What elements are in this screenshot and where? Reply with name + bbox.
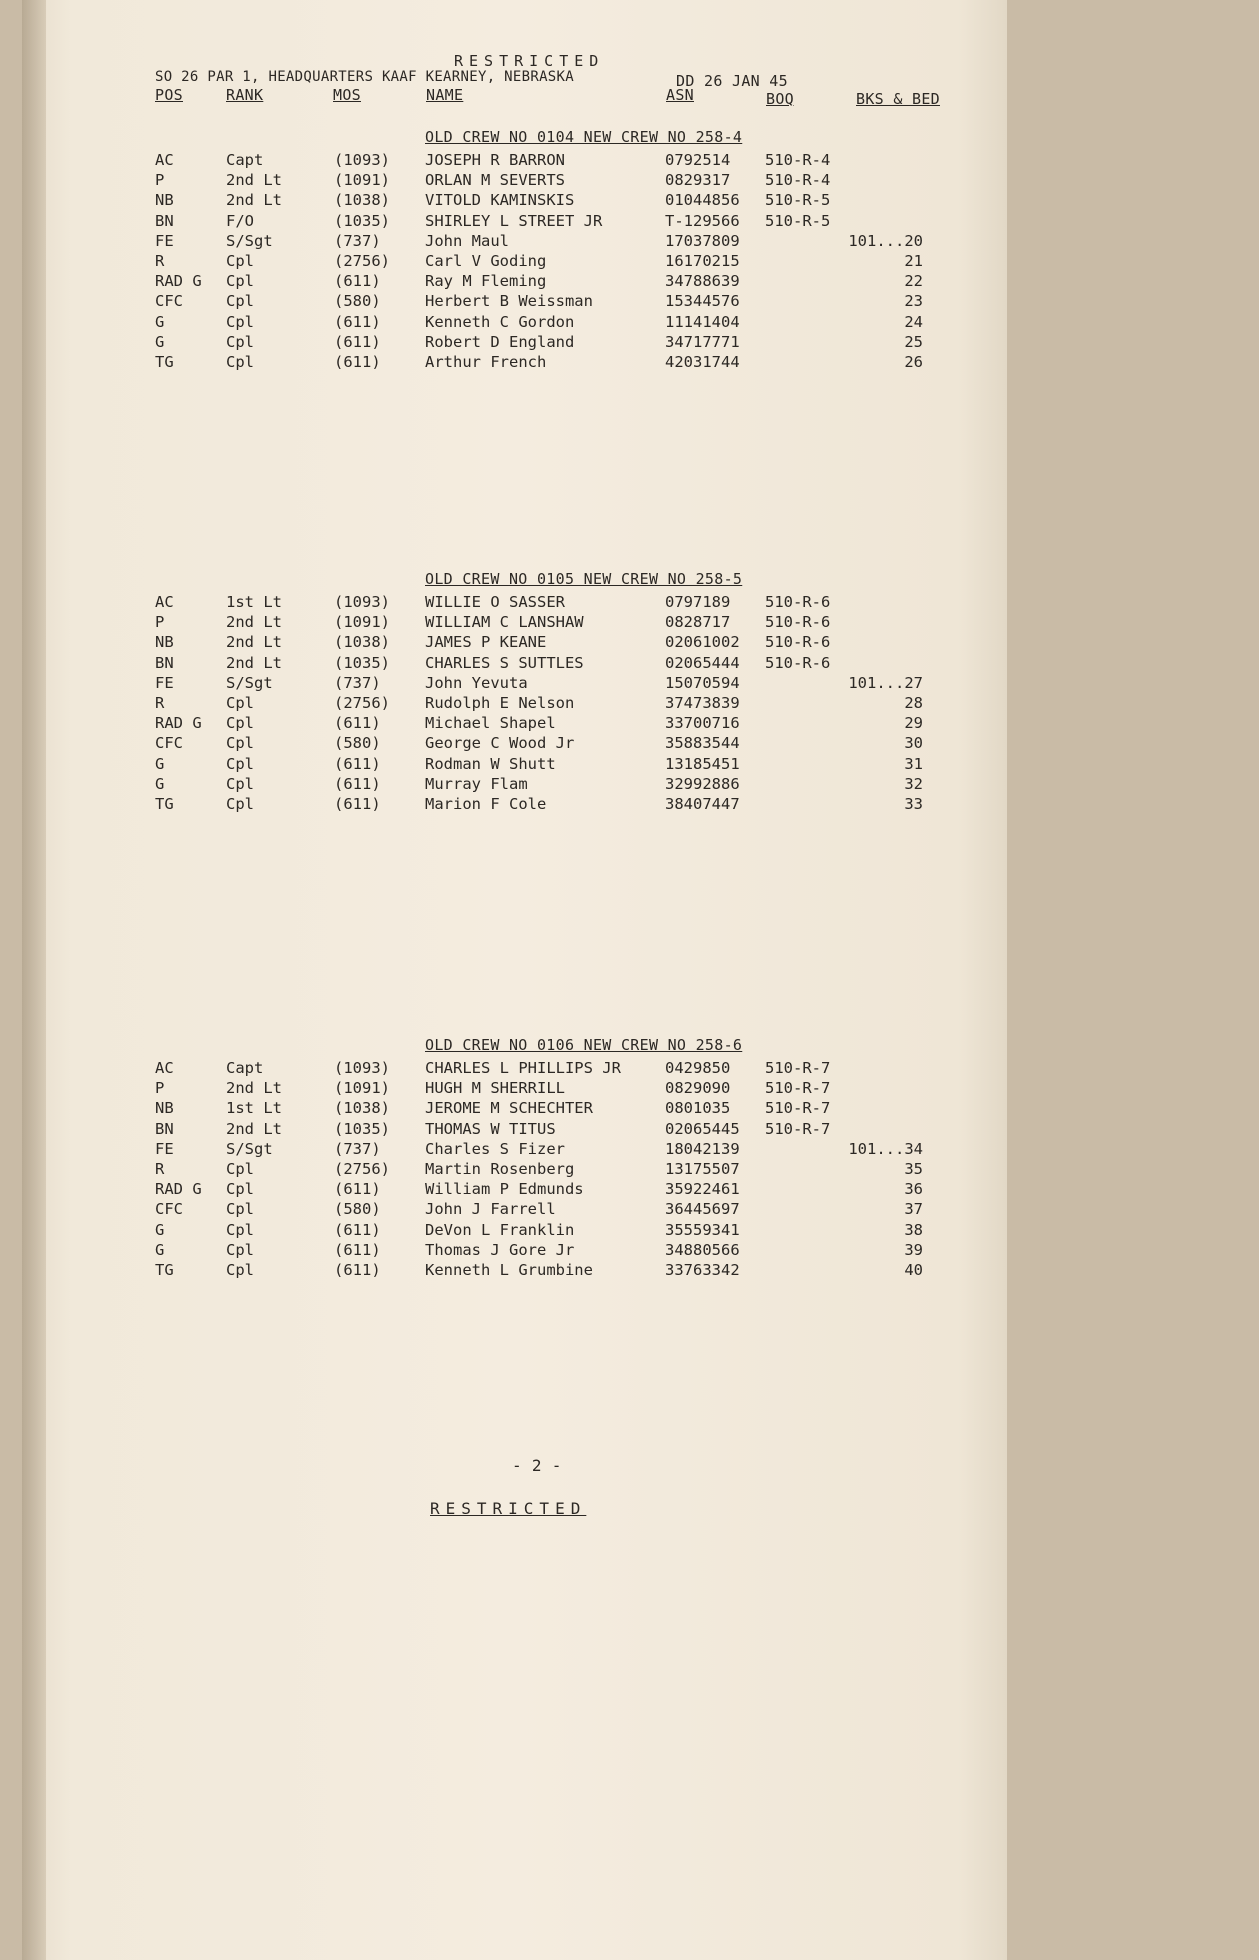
cell-name: THOMAS W TITUS bbox=[425, 1119, 556, 1138]
cell-asn: 34717771 bbox=[665, 332, 740, 351]
cell-mos: (611) bbox=[334, 795, 381, 813]
cell-rank: 2nd Lt bbox=[226, 653, 282, 672]
cell-bed: 30 bbox=[904, 734, 923, 753]
cell-mos: (611) bbox=[334, 754, 381, 773]
cell-rank: Cpl bbox=[226, 272, 254, 291]
cell-name: Carl V Goding bbox=[425, 252, 547, 270]
cell-rank: 1st Lt bbox=[226, 593, 282, 611]
cell-asn: 33763342 bbox=[665, 1261, 740, 1279]
cell-mos: (1091) bbox=[334, 1079, 390, 1098]
cell-name: JEROME M SCHECHTER bbox=[425, 1099, 593, 1118]
cell-pos: FE bbox=[155, 1139, 174, 1158]
crew-heading: OLD CREW NO 0104 NEW CREW NO 258-4 bbox=[425, 128, 743, 146]
cell-rank: F/O bbox=[226, 211, 254, 230]
cell-name: HUGH M SHERRILL bbox=[425, 1079, 565, 1098]
cell-rank: Cpl bbox=[226, 292, 254, 311]
cell-name: CHARLES S SUTTLES bbox=[425, 653, 584, 672]
cell-name: Martin Rosenberg bbox=[425, 1160, 575, 1178]
cell-name: CHARLES L PHILLIPS JR bbox=[425, 1059, 621, 1077]
cell-boq: 510-R-4 bbox=[765, 151, 831, 169]
cell-mos: (580) bbox=[334, 1200, 381, 1219]
cell-mos: (580) bbox=[334, 292, 381, 311]
cell-name: Kenneth C Gordon bbox=[425, 312, 575, 331]
cell-rank: 2nd Lt bbox=[226, 191, 282, 210]
cell-asn: 01044856 bbox=[665, 191, 740, 210]
cell-mos: (580) bbox=[334, 734, 381, 753]
cell-asn: 13185451 bbox=[665, 754, 740, 773]
cell-mos: (611) bbox=[334, 332, 381, 351]
cell-bed: 37 bbox=[904, 1200, 923, 1219]
cell-mos: (611) bbox=[334, 714, 381, 733]
cell-bed: 26 bbox=[904, 353, 923, 371]
cell-mos: (1093) bbox=[334, 1059, 390, 1077]
cell-rank: Cpl bbox=[226, 734, 254, 753]
cell-mos: (611) bbox=[334, 1220, 381, 1239]
cell-asn: 36445697 bbox=[665, 1200, 740, 1219]
cell-boq: 510-R-6 bbox=[765, 613, 831, 632]
cell-mos: (1091) bbox=[334, 613, 390, 632]
cell-rank: Cpl bbox=[226, 1220, 254, 1239]
cell-asn: 02065444 bbox=[665, 653, 740, 672]
order-date: DD 26 JAN 45 bbox=[676, 72, 788, 90]
cell-asn: 18042139 bbox=[665, 1139, 740, 1158]
cell-mos: (611) bbox=[334, 1261, 381, 1279]
column-header-boq: BOQ bbox=[766, 90, 794, 108]
cell-pos: P bbox=[155, 613, 165, 632]
cell-pos: BN bbox=[155, 653, 174, 672]
cell-pos: P bbox=[155, 1079, 165, 1098]
cell-boq: 510-R-4 bbox=[765, 171, 831, 190]
cell-bed: 21 bbox=[904, 252, 923, 270]
cell-boq: 510-R-5 bbox=[765, 211, 831, 230]
cell-mos: (737) bbox=[334, 673, 381, 692]
cell-boq: 510-R-6 bbox=[765, 653, 831, 672]
cell-pos: NB bbox=[155, 191, 174, 210]
cell-bed: 39 bbox=[904, 1240, 923, 1259]
cell-name: DeVon L Franklin bbox=[425, 1220, 575, 1239]
cell-bed: 40 bbox=[904, 1261, 923, 1279]
cell-mos: (1038) bbox=[334, 1099, 390, 1118]
cell-pos: BN bbox=[155, 1119, 174, 1138]
cell-asn: 0829090 bbox=[665, 1079, 731, 1098]
cell-rank: 2nd Lt bbox=[226, 633, 282, 652]
cell-asn: 15344576 bbox=[665, 292, 740, 311]
cell-name: Kenneth L Grumbine bbox=[425, 1261, 593, 1279]
cell-name: Marion F Cole bbox=[425, 795, 547, 813]
cell-bed: 31 bbox=[904, 754, 923, 773]
cell-name: WILLIAM C LANSHAW bbox=[425, 613, 584, 632]
cell-pos: RAD G bbox=[155, 272, 202, 291]
cell-bed: 28 bbox=[904, 694, 923, 712]
cell-asn: 42031744 bbox=[665, 353, 740, 371]
column-header-name: NAME bbox=[426, 86, 464, 104]
cell-name: JOSEPH R BARRON bbox=[425, 151, 565, 169]
cell-mos: (737) bbox=[334, 1139, 381, 1158]
cell-rank: Cpl bbox=[226, 714, 254, 733]
cell-bed: 101...34 bbox=[848, 1139, 923, 1158]
cell-pos: G bbox=[155, 332, 165, 351]
cell-name: Charles S Fizer bbox=[425, 1139, 565, 1158]
cell-bed: 101...20 bbox=[848, 231, 923, 250]
cell-rank: Cpl bbox=[226, 1240, 254, 1259]
cell-rank: 1st Lt bbox=[226, 1099, 282, 1118]
cell-name: Rudolph E Nelson bbox=[425, 694, 575, 712]
cell-rank: Cpl bbox=[226, 353, 254, 371]
cell-rank: Cpl bbox=[226, 252, 254, 270]
cell-pos: RAD G bbox=[155, 1180, 202, 1199]
cell-mos: (737) bbox=[334, 231, 381, 250]
crew-heading: OLD CREW NO 0106 NEW CREW NO 258-6 bbox=[425, 1036, 743, 1054]
cell-pos: BN bbox=[155, 211, 174, 230]
cell-name: John J Farrell bbox=[425, 1200, 556, 1219]
cell-bed: 23 bbox=[904, 292, 923, 311]
cell-asn: 37473839 bbox=[665, 694, 740, 712]
cell-pos: TG bbox=[155, 1261, 174, 1279]
cell-pos: RAD G bbox=[155, 714, 202, 733]
cell-mos: (1035) bbox=[334, 211, 390, 230]
cell-rank: 2nd Lt bbox=[226, 1079, 282, 1098]
cell-asn: 0797189 bbox=[665, 593, 731, 611]
cell-name: John Maul bbox=[425, 231, 509, 250]
cell-asn: 0829317 bbox=[665, 171, 731, 190]
cell-asn: 02065445 bbox=[665, 1119, 740, 1138]
cell-asn: 38407447 bbox=[665, 795, 740, 813]
cell-mos: (611) bbox=[334, 312, 381, 331]
cell-asn: 16170215 bbox=[665, 252, 740, 270]
cell-boq: 510-R-6 bbox=[765, 633, 831, 652]
cell-pos: R bbox=[155, 694, 165, 712]
cell-bed: 25 bbox=[904, 332, 923, 351]
cell-mos: (611) bbox=[334, 1240, 381, 1259]
cell-pos: FE bbox=[155, 673, 174, 692]
cell-pos: AC bbox=[155, 151, 174, 169]
cell-pos: FE bbox=[155, 231, 174, 250]
cell-pos: G bbox=[155, 774, 165, 793]
cell-asn: 15070594 bbox=[665, 673, 740, 692]
cell-rank: Cpl bbox=[226, 754, 254, 773]
column-header-rank: RANK bbox=[226, 86, 264, 104]
cell-mos: (1093) bbox=[334, 151, 390, 169]
cell-mos: (611) bbox=[334, 774, 381, 793]
cell-name: ORLAN M SEVERTS bbox=[425, 171, 565, 190]
cell-rank: Cpl bbox=[226, 774, 254, 793]
cell-asn: 34788639 bbox=[665, 272, 740, 291]
cell-rank: S/Sgt bbox=[226, 231, 273, 250]
cell-mos: (1038) bbox=[334, 191, 390, 210]
cell-asn: T-129566 bbox=[665, 211, 740, 230]
cell-rank: Cpl bbox=[226, 1160, 254, 1178]
cell-boq: 510-R-6 bbox=[765, 593, 831, 611]
cell-boq: 510-R-7 bbox=[765, 1119, 831, 1138]
cell-rank: 2nd Lt bbox=[226, 1119, 282, 1138]
cell-name: VITOLD KAMINSKIS bbox=[425, 191, 575, 210]
restricted-marking-top: RESTRICTED bbox=[454, 52, 605, 70]
cell-pos: G bbox=[155, 1220, 165, 1239]
cell-pos: G bbox=[155, 754, 165, 773]
cell-asn: 17037809 bbox=[665, 231, 740, 250]
cell-asn: 33700716 bbox=[665, 714, 740, 733]
cell-bed: 33 bbox=[904, 795, 923, 813]
cell-mos: (611) bbox=[334, 272, 381, 291]
cell-pos: P bbox=[155, 171, 165, 190]
restricted-marking-bottom: RESTRICTED bbox=[430, 1499, 587, 1518]
cell-asn: 32992886 bbox=[665, 774, 740, 793]
cell-mos: (2756) bbox=[334, 694, 390, 712]
cell-mos: (1091) bbox=[334, 171, 390, 190]
cell-rank: 2nd Lt bbox=[226, 613, 282, 632]
cell-rank: Cpl bbox=[226, 795, 254, 813]
cell-boq: 510-R-7 bbox=[765, 1059, 831, 1077]
cell-boq: 510-R-5 bbox=[765, 191, 831, 210]
cell-rank: Capt bbox=[226, 1059, 264, 1077]
cell-boq: 510-R-7 bbox=[765, 1079, 831, 1098]
cell-name: Robert D England bbox=[425, 332, 575, 351]
cell-pos: NB bbox=[155, 633, 174, 652]
cell-pos: TG bbox=[155, 353, 174, 371]
crew-heading: OLD CREW NO 0105 NEW CREW NO 258-5 bbox=[425, 570, 743, 588]
cell-name: William P Edmunds bbox=[425, 1180, 584, 1199]
cell-bed: 36 bbox=[904, 1180, 923, 1199]
cell-mos: (1093) bbox=[334, 593, 390, 611]
cell-pos: R bbox=[155, 1160, 165, 1178]
column-header-pos: POS bbox=[155, 86, 183, 104]
cell-rank: Cpl bbox=[226, 332, 254, 351]
cell-asn: 0801035 bbox=[665, 1099, 731, 1118]
cell-rank: S/Sgt bbox=[226, 673, 273, 692]
cell-asn: 35883544 bbox=[665, 734, 740, 753]
cell-asn: 11141404 bbox=[665, 312, 740, 331]
cell-pos: AC bbox=[155, 593, 174, 611]
cell-bed: 24 bbox=[904, 312, 923, 331]
cell-rank: Cpl bbox=[226, 312, 254, 331]
cell-mos: (1038) bbox=[334, 633, 390, 652]
cell-mos: (611) bbox=[334, 353, 381, 371]
cell-bed: 22 bbox=[904, 272, 923, 291]
cell-boq: 510-R-7 bbox=[765, 1099, 831, 1118]
cell-rank: Cpl bbox=[226, 1180, 254, 1199]
cell-name: Herbert B Weissman bbox=[425, 292, 593, 311]
cell-pos: AC bbox=[155, 1059, 174, 1077]
cell-pos: NB bbox=[155, 1099, 174, 1118]
cell-asn: 0429850 bbox=[665, 1059, 731, 1077]
cell-asn: 02061002 bbox=[665, 633, 740, 652]
cell-bed: 38 bbox=[904, 1220, 923, 1239]
cell-mos: (1035) bbox=[334, 1119, 390, 1138]
cell-bed: 29 bbox=[904, 714, 923, 733]
cell-name: WILLIE O SASSER bbox=[425, 593, 565, 611]
cell-rank: Capt bbox=[226, 151, 264, 169]
column-header-mos: MOS bbox=[333, 86, 361, 104]
cell-asn: 35559341 bbox=[665, 1220, 740, 1239]
cell-asn: 13175507 bbox=[665, 1160, 740, 1178]
cell-asn: 0792514 bbox=[665, 151, 731, 169]
cell-name: Ray M Fleming bbox=[425, 272, 547, 291]
cell-mos: (611) bbox=[334, 1180, 381, 1199]
cell-pos: R bbox=[155, 252, 165, 270]
cell-name: JAMES P KEANE bbox=[425, 633, 547, 652]
cell-asn: 35922461 bbox=[665, 1180, 740, 1199]
cell-name: Rodman W Shutt bbox=[425, 754, 556, 773]
cell-rank: Cpl bbox=[226, 694, 254, 712]
cell-name: Thomas J Gore Jr bbox=[425, 1240, 575, 1259]
cell-name: George C Wood Jr bbox=[425, 734, 575, 753]
page-binding-edge bbox=[22, 0, 46, 1960]
page-number: - 2 - bbox=[512, 1456, 562, 1475]
column-header-bks-bed: BKS & BED bbox=[856, 90, 940, 108]
cell-pos: CFC bbox=[155, 1200, 183, 1219]
cell-name: Arthur French bbox=[425, 353, 547, 371]
cell-rank: Cpl bbox=[226, 1261, 254, 1279]
cell-mos: (2756) bbox=[334, 1160, 390, 1178]
special-order-line: SO 26 PAR 1, HEADQUARTERS KAAF KEARNEY, NEBRASKA bbox=[155, 69, 574, 85]
cell-pos: CFC bbox=[155, 292, 183, 311]
cell-bed: 32 bbox=[904, 774, 923, 793]
cell-bed: 35 bbox=[904, 1160, 923, 1178]
cell-pos: TG bbox=[155, 795, 174, 813]
cell-name: Michael Shapel bbox=[425, 714, 556, 733]
cell-pos: CFC bbox=[155, 734, 183, 753]
cell-mos: (1035) bbox=[334, 653, 390, 672]
cell-rank: Cpl bbox=[226, 1200, 254, 1219]
cell-asn: 0828717 bbox=[665, 613, 731, 632]
column-header-asn: ASN bbox=[666, 86, 694, 104]
cell-rank: S/Sgt bbox=[226, 1139, 273, 1158]
cell-pos: G bbox=[155, 1240, 165, 1259]
cell-rank: 2nd Lt bbox=[226, 171, 282, 190]
cell-name: Murray Flam bbox=[425, 774, 528, 793]
cell-asn: 34880566 bbox=[665, 1240, 740, 1259]
cell-bed: 101...27 bbox=[848, 673, 923, 692]
cell-pos: G bbox=[155, 312, 165, 331]
cell-mos: (2756) bbox=[334, 252, 390, 270]
cell-name: John Yevuta bbox=[425, 673, 528, 692]
cell-name: SHIRLEY L STREET JR bbox=[425, 211, 603, 230]
